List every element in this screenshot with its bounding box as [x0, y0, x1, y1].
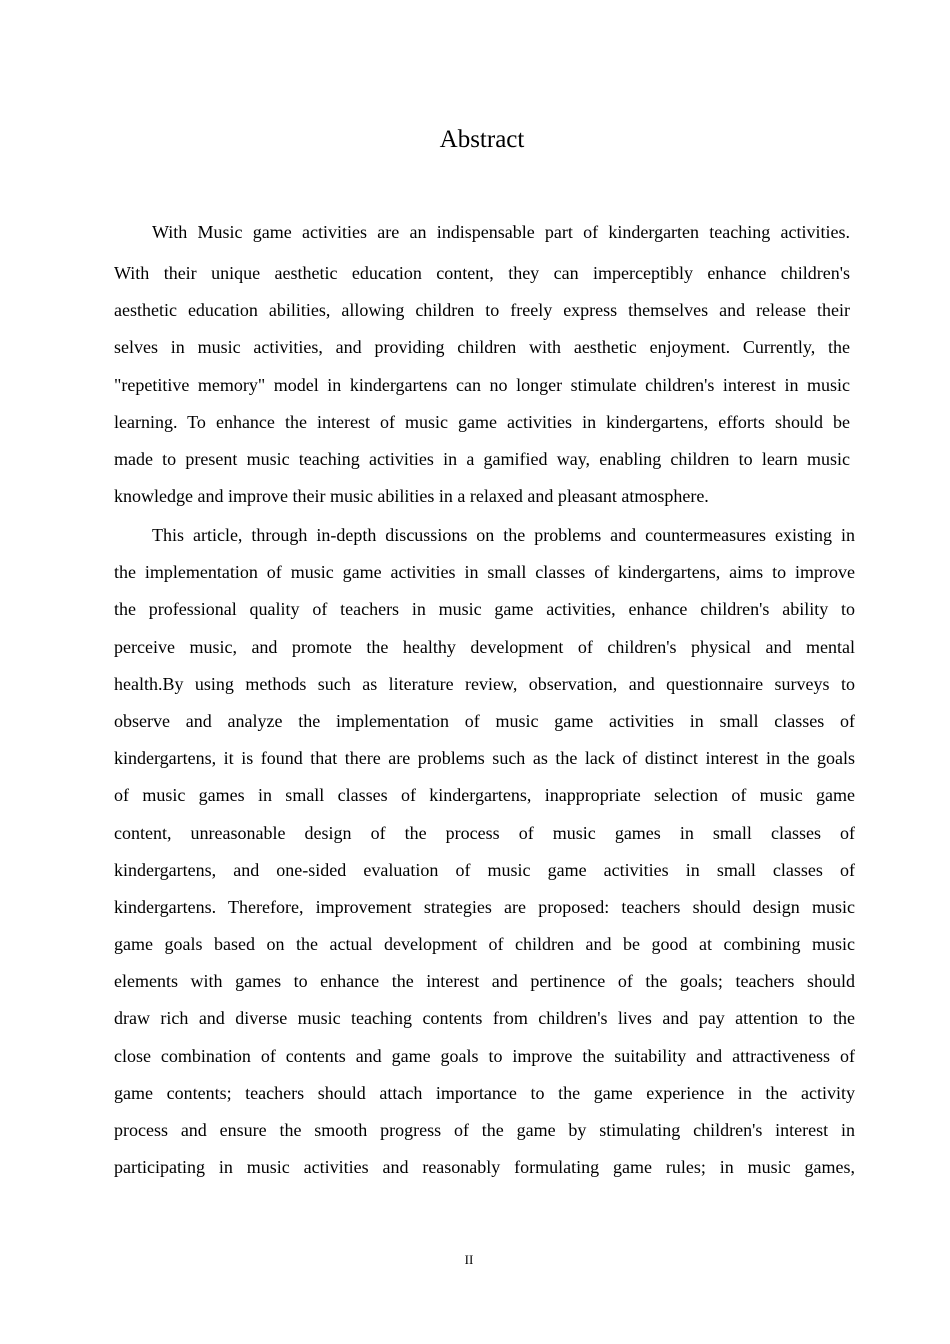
paragraph-line: game goals based on the actual development of children and be good at combining music — [114, 934, 855, 955]
paragraph-line: perceive music, and promote the healthy development of children's physical and mental — [114, 636, 855, 657]
paragraph-line: "repetitive memory" model in kindergartens can no longer stimulate children's interest in music — [114, 374, 850, 395]
paragraph-line: the implementation of music game activities in small classes of kindergartens, aims to improve — [114, 562, 855, 583]
paragraph-line: of music games in small classes of kindergartens, inappropriate selection of music game — [114, 785, 855, 806]
paragraph-line: With Music game activities are an indispensable part of kindergarten teaching activities. — [152, 222, 850, 242]
abstract-paragraph-1 — [114, 220, 850, 521]
paragraph-line: draw rich and diverse music teaching contents from children's lives and pay attention to the — [114, 1008, 855, 1029]
paragraph-line: knowledge and improve their music abilities in a relaxed and pleasant atmosphere. — [114, 486, 709, 507]
paragraph-line: This article, through in-depth discussions on the problems and countermeasures existing in — [152, 525, 855, 545]
paragraph-line: close combination of contents and game goals to improve the suitability and attractiveness of — [114, 1045, 855, 1066]
abstract-paragraph-2 — [114, 523, 855, 1192]
abstract-title: Abstract — [439, 126, 525, 153]
paragraph-line: participating in music activities and reasonably formulating game rules; in music games, — [114, 1157, 855, 1178]
paragraph-line: the professional quality of teachers in music game activities, enhance children's ability to — [114, 599, 855, 620]
paragraph-line: elements with games to enhance the interest and pertinence of the goals; teachers should — [114, 971, 855, 992]
paragraph-line: game contents; teachers should attach importance to the game experience in the activity — [114, 1082, 855, 1103]
paragraph-line: process and ensure the smooth progress of the game by stimulating children's interest in — [114, 1120, 855, 1140]
paragraph-line: aesthetic education abilities, allowing children to freely express themselves and release their — [114, 300, 850, 321]
paragraph-line: kindergartens, it is found that there are problems such as the lack of distinct interest in the goals — [114, 748, 855, 769]
paragraph-line: kindergartens, and one-sided evaluation of music game activities in small classes of — [114, 859, 855, 880]
paragraph-line: selves in music activities, and providing children with aesthetic enjoyment. Currently, the — [114, 337, 850, 358]
paragraph-line: content, unreasonable design of the process of music games in small classes of — [114, 822, 855, 843]
paragraph-line: health.By using methods such as literature review, observation, and questionnaire surveys to — [114, 673, 855, 694]
paragraph-line: observe and analyze the implementation of music game activities in small classes of — [114, 710, 855, 731]
page-number: II — [464, 1252, 474, 1267]
paragraph-line: learning. To enhance the interest of music game activities in kindergartens, efforts should be — [114, 411, 850, 432]
paragraph-line: made to present music teaching activities in a gamified way, enabling children to learn music — [114, 448, 850, 469]
paragraph-line: kindergartens. Therefore, improvement strategies are proposed: teachers should design music — [114, 896, 855, 917]
paragraph-line: With their unique aesthetic education content, they can imperceptibly enhance children's — [114, 263, 850, 283]
